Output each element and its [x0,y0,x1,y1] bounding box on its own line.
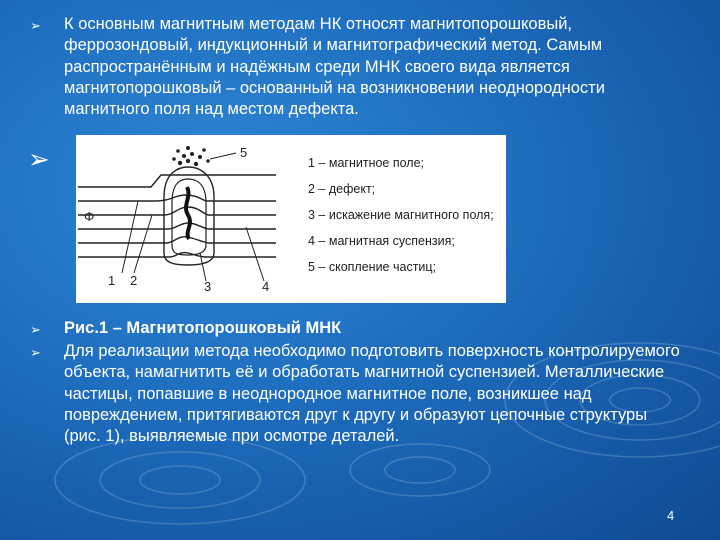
diagram-svg [76,135,506,303]
label-2: 2 [130,273,138,288]
label-3: 3 [204,279,212,294]
label-5: 5 [240,145,248,160]
figure-legend [308,156,494,274]
legend-item-3: 3 – искажение магнитного поля; [308,208,494,222]
legend-item-4: 4 – магнитная суспензия; [308,234,455,248]
bullet-marker: ➢ [30,322,41,337]
defect-crack [186,187,190,239]
leader-lines [122,153,264,281]
page-number: 4 [667,508,675,523]
legend-item-5: 5 – скопление частиц; [308,260,437,274]
figure-caption: Рис.1 – Магнитопорошковый МНК [64,319,342,337]
particle-cluster [172,146,210,166]
intro-paragraph: К основным магнитным методам НК относят магнитопорошковый, феррозондовый, индукционный и магнитографический метод. Самым распространённым и надёжным среди МНК своего вида является магнитопорошковый – основанный на возникновении неоднородности магнитного поля над местом дефекта. [64,15,605,119]
bullet-marker: ➢ [30,18,41,33]
method-paragraph: Для реализации метода необходимо подготовить поверхность контролируемого объекта, намагнитить её и обработать магнитной суспензией. Металлические частицы, попавшие в неоднородное магнитное поле, возникшее над повреждением, притягиваются друг к другу и образуют цепочные структуры (рис. 1), выявляемые при осмотре деталей. [64,342,680,446]
label-1: 1 [108,273,116,288]
figure-magnetic-particle-diagram [76,135,506,303]
figure-bullet-marker: ➢ [28,144,50,174]
legend-item-1: 1 – магнитное поле; [308,156,425,170]
bullet-marker: ➢ [30,345,41,360]
legend-item-2: 2 – дефект; [308,182,376,196]
flux-symbol: Φ [84,209,95,224]
magnetic-field-lines [78,175,276,257]
label-4: 4 [262,279,270,294]
